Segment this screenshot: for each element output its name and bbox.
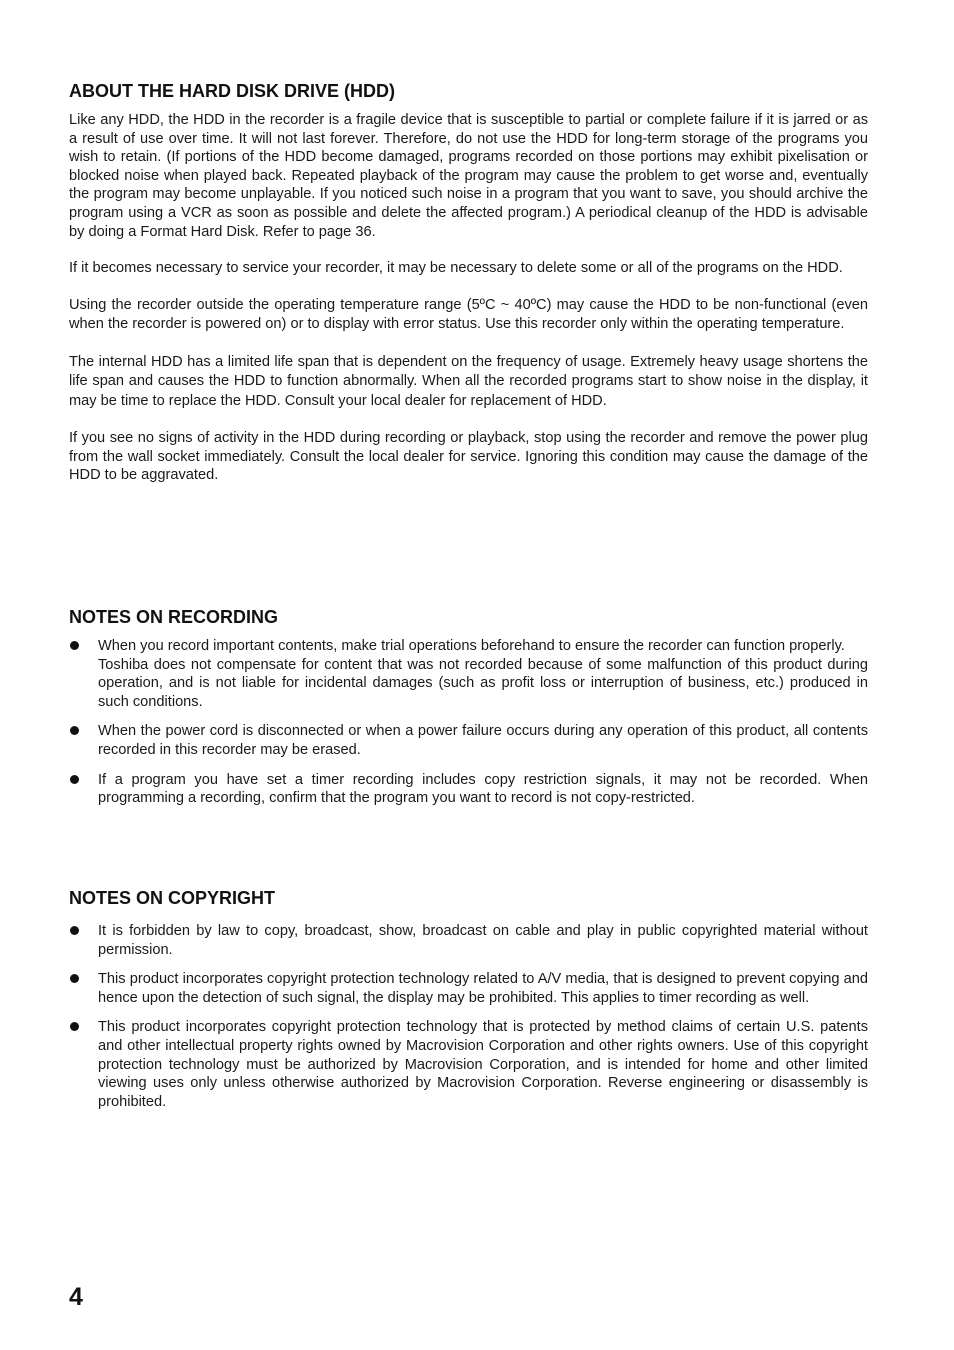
hdd-paragraph-1: Like any HDD, the HDD in the recorder is a fragile device that is susceptible to partial or complete failure if it is jarred or as a result of use over time. It will not last forever. Therefore, do not use the HDD for long-term storage of the programs you wish to retain. (If portions of the HDD become damaged, programs recorded on those portions may exhibit pixelisation or blocked noise when played back. Repeated playback of the program may cause the problem to get worse and, eventually the program may become unplayable. If you noticed such noise in a program that you want to save, you should archive the program using a VCR as soon as possible and delete the affected program.) A periodical cleanup of the HDD is advisable by doing a Format Hard Disk. Refer to page 36. xyxy=(69,112,868,240)
list-item xyxy=(69,922,868,959)
list-item-text: If a program you have set a timer recording includes copy restriction signals, it may not be recorded. When programming a recording, confirm that the program you want to record is not copy-restricted. xyxy=(98,771,868,807)
recording-list xyxy=(69,637,868,808)
list-item xyxy=(69,771,868,808)
list-item-text: This product incorporates copyright protection technology that is protected by method claims of certain U.S. patents and other intellectual property rights owned by Macrovision Corporation and other rights owners. Use of this copyright protection technology must be authorized by Macrovision Corporation, and is intended for home and other limited viewing uses only unless otherwise authorized by Macrovision Corporation. Reverse engineering or disassembly is prohibited. xyxy=(98,1019,868,1110)
hdd-paragraph-4: The internal HDD has a limited life span that is dependent on the frequency of usage. Extremely heavy usage shortens the life span and causes the HDD to function abnormally. When all the recorded programs start to show noise in the display, it may be time to replace the HDD. Consult your local dealer for replacement of HDD. xyxy=(69,353,868,409)
list-item xyxy=(69,1018,868,1111)
list-item-text: When you record important contents, make trial operations beforehand to ensure the recorder can function properly. xyxy=(98,638,845,654)
copyright-list xyxy=(69,922,868,1111)
hdd-paragraph-3: Using the recorder outside the operating temperature range (5ºC ~ 40ºC) may cause the HDD to be non-functional (even when the recorder is powered on) or to display with error status. Use this recorder only within the operating temperature. xyxy=(69,296,868,333)
list-item xyxy=(69,970,868,1007)
list-item-text: It is forbidden by law to copy, broadcast, show, broadcast on cable and play in public copyrighted material without permission. xyxy=(98,923,868,958)
bullet-icon xyxy=(70,1022,79,1031)
page-number: 4 xyxy=(69,1283,83,1311)
list-item xyxy=(69,637,868,711)
hdd-heading: ABOUT THE HARD DISK DRIVE (HDD) xyxy=(69,81,395,101)
copyright-heading: NOTES ON COPYRIGHT xyxy=(69,888,276,908)
bullet-icon xyxy=(70,641,79,650)
list-item-text: When the power cord is disconnected or when a power failure occurs during any operation of this product, all contents recorded in this recorder may be erased. xyxy=(98,723,868,758)
recording-heading: NOTES ON RECORDING xyxy=(69,607,279,627)
hdd-paragraph-2: If it becomes necessary to service your recorder, it may be necessary to delete some or all of the programs on the HDD. xyxy=(69,260,843,277)
hdd-paragraph-5: If you see no signs of activity in the HDD during recording or playback, stop using the recorder and remove the power plug from the wall socket immediately. Consult the local dealer for service. Ignoring this condition may cause the damage of the HDD to be aggravated. xyxy=(69,430,868,484)
bullet-icon xyxy=(70,926,79,935)
recording-section xyxy=(69,606,868,819)
list-item xyxy=(69,722,868,759)
bullet-icon xyxy=(70,726,79,735)
copyright-section xyxy=(69,887,868,1122)
bullet-icon xyxy=(70,974,79,983)
list-item-text-continued: Toshiba does not compensate for content that was not recorded because of some malfunction of this product during operation, and is not liable for incidental damages (such as profit loss or interruption of business, etc.) produced in such conditions. xyxy=(98,656,868,710)
list-item-text: This product incorporates copyright protection technology related to A/V media, that is designed to prevent copying and hence upon the detection of such signal, the display may be prohibited. This applies to timer recording as well. xyxy=(98,971,868,1006)
bullet-icon xyxy=(70,775,79,784)
hdd-section xyxy=(69,80,868,485)
